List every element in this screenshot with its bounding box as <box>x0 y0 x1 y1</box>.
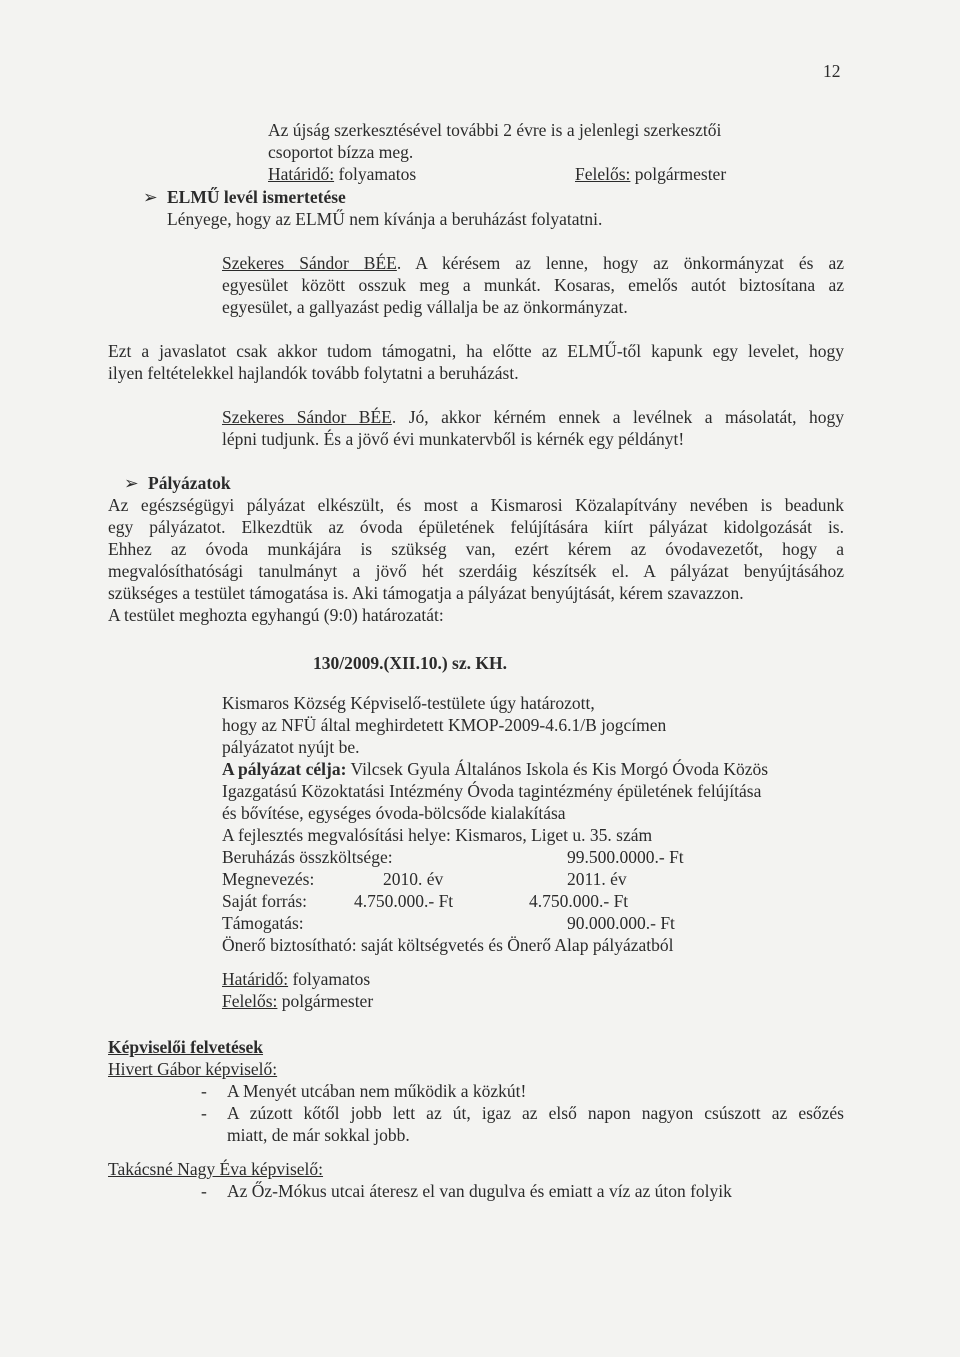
takacsne-item1-text: Az Őz-Mókus utcai áteresz el van dugulva és emiatt a víz az úton folyik <box>227 1181 732 1201</box>
s1-deadline <box>268 163 416 185</box>
deadline-value: folyamatos <box>334 164 417 184</box>
szekeres1-line1 <box>222 252 844 274</box>
resolution-number: 130/2009.(XII.10.) sz. KH. <box>313 653 507 673</box>
elmu-heading <box>143 186 346 208</box>
deadline-label: Határidő: <box>222 969 289 989</box>
dash-bullet: - <box>201 1081 207 1101</box>
own-source-2010: 4.750.000.- Ft <box>354 891 454 911</box>
speaker-name: Szekeres Sándor BÉE <box>222 407 392 427</box>
year-2010: 2010. év <box>383 869 444 889</box>
responsible-label: Felelős: <box>575 164 631 184</box>
szekeres1-line3: egyesület, a gallyazást pedig vállalja be az önkormányzat. <box>222 297 628 317</box>
support-label: Támogatás: <box>222 913 304 933</box>
cost-label: Beruházás összköltsége: <box>222 847 393 867</box>
takacsne-heading: Takácsné Nagy Éva képviselő: <box>108 1159 324 1179</box>
onero-line: Önerő biztosítható: saját költségvetés és Önerő Alap pályázatból <box>222 935 674 955</box>
resolution-goal-line3: és bővítése, egységes óvoda-bölcsőde kialakítása <box>222 803 566 823</box>
own-source-2011: 4.750.000.- Ft <box>529 891 629 911</box>
resolution-line1: Kismaros Község Képviselő-testülete úgy határozott, <box>222 693 595 713</box>
szekeres2-line1-text: . Jó, akkor kérném ennek a levélnek a másolatát, hogy <box>391 407 844 427</box>
szekeres1-line2: egyesület között osszuk meg a munkát. Kosaras, emelős autót biztosítana az <box>222 275 844 295</box>
ezt-line1: Ezt a javaslatot csak akkor tudom támogatni, ha előtte az ELMŰ-től kapunk egy levelet, hogy <box>108 341 844 361</box>
hivert-item1-text: A Menyét utcában nem működik a közkút! <box>227 1081 527 1101</box>
hivert-heading: Hivert Gábor képviselő: <box>108 1059 278 1079</box>
cost-value: 99.500.0000.- Ft <box>567 847 684 867</box>
elmu-line: Lényege, hogy az ELMŰ nem kívánja a beruházást folyatatni. <box>167 209 603 229</box>
resolution-line2: hogy az NFÜ által meghirdetett KMOP-2009-4.6.1/B jogcímen <box>222 715 667 735</box>
own-source-label: Saját forrás: <box>222 891 308 911</box>
palyazatok-line2: egy pályázatot. Elkezdtük az óvoda épületének felújítására kiírt pályázat kidolgozását is. <box>108 517 844 537</box>
elmu-heading-text: ELMŰ levél ismertetése <box>167 187 346 207</box>
arrow-bullet-icon: ➢ <box>143 187 158 207</box>
year-2011: 2011. év <box>567 869 627 889</box>
responsible-value: polgármester <box>630 164 727 184</box>
speaker-name: Szekeres Sándor BÉE <box>222 253 397 273</box>
dash-bullet: - <box>201 1103 207 1123</box>
palyazatok-heading <box>124 472 231 494</box>
resolution-location: A fejlesztés megvalósítási helye: Kismaros, Liget u. 35. szám <box>222 825 653 845</box>
arrow-bullet-icon: ➢ <box>124 473 139 493</box>
ezt-line2: ilyen feltételekkel hajlandók tovább folytatni a beruházást. <box>108 363 519 383</box>
s1-line2: csoportot bízza meg. <box>268 142 414 162</box>
palyazatok-line3: Ehhez az óvoda munkájára is szükség van, ezért kérem az óvodavezetőt, hogy a <box>108 539 844 559</box>
palyazatok-heading-text: Pályázatok <box>148 473 231 493</box>
takacsne-item1 <box>201 1180 732 1202</box>
szekeres1-line1-text: . A kérésem az lenne, hogy az önkormányzat és az <box>396 253 844 273</box>
szekeres2-line2: lépni tudjunk. És a jövő évi munkatervből is kérnék egy példányt! <box>222 429 685 449</box>
palyazatok-line6: A testület meghozta egyhangú (9:0) határozatát: <box>108 605 444 625</box>
goal-line1-text: Vilcsek Gyula Általános Iskola és Kis Morgó Óvoda Közös <box>346 759 769 779</box>
dash-bullet: - <box>201 1181 207 1201</box>
palyazatok-line1: Az egészségügyi pályázat elkészült, és most a Kismarosi Közalapítvány nevében is beadunk <box>108 495 844 515</box>
resolution-line3: pályázatot nyújt be. <box>222 737 360 757</box>
palyazatok-line4: megvalósíthatósági tanulmányt a jövő hét szerdáig készítsék el. A pályázat benyújtásához <box>108 561 844 581</box>
deadline-label: Határidő: <box>268 164 335 184</box>
name-label: Megnevezés: <box>222 869 315 889</box>
hivert-item2-line2: miatt, de már sokkal jobb. <box>227 1125 410 1145</box>
szekeres2-line1 <box>222 406 844 428</box>
resolution-goal-line2: Igazgatású Közoktatási Intézmény Óvoda tagintézmény épületének felújítása <box>222 781 762 801</box>
resolution-deadline <box>222 968 370 990</box>
resolution-goal-line1 <box>222 758 768 780</box>
goal-label: A pályázat célja: <box>222 759 347 779</box>
deadline-value: folyamatos <box>288 969 371 989</box>
hivert-item1 <box>201 1080 526 1102</box>
responsible-label: Felelős: <box>222 991 278 1011</box>
page-number: 12 <box>823 61 841 81</box>
resolution-responsible <box>222 990 373 1012</box>
s1-responsible <box>575 163 726 185</box>
s1-line1: Az újság szerkesztésével további 2 évre is a jelenlegi szerkesztői <box>268 120 722 140</box>
hivert-item2-line1: A zúzott kőtől jobb lett az út, igaz az első napon nagyon csúszott az esőzés <box>227 1103 844 1123</box>
responsible-value: polgármester <box>277 991 374 1011</box>
palyazatok-line5: szükséges a testület támogatása is. Aki támogatja a pályázat benyújtását, kérem szavazzon. <box>108 583 744 603</box>
kepviseloi-heading: Képviselői felvetések <box>108 1037 264 1057</box>
support-value: 90.000.000.- Ft <box>567 913 675 933</box>
